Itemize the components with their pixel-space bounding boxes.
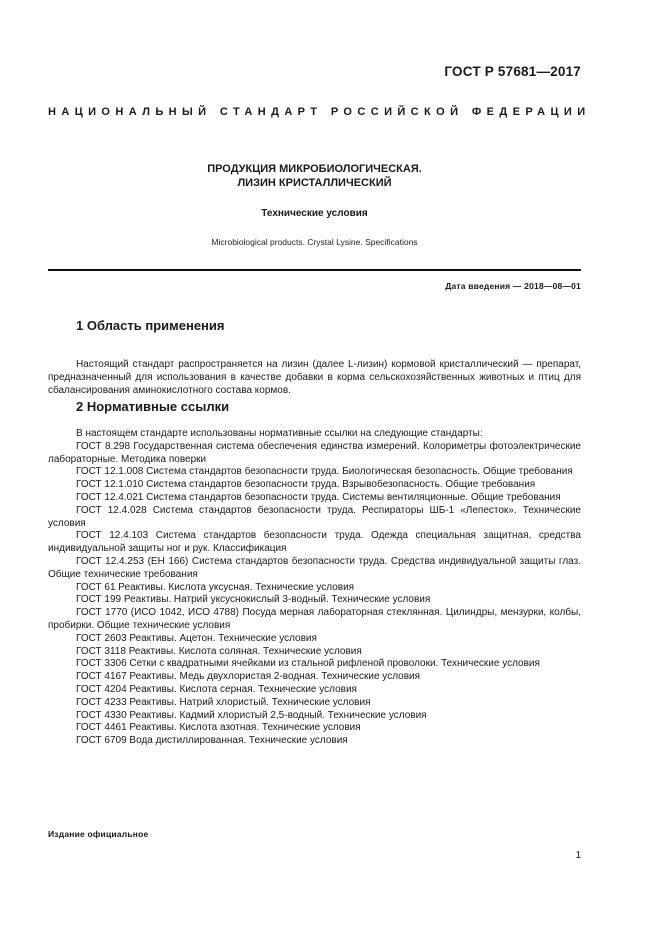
reference-item: ГОСТ 12.4.028 Система стандартов безопасности труда. Респираторы ШБ-1 «Лепесток». Технические условия: [48, 504, 581, 529]
title-line-1: ПРОДУКЦИЯ МИКРОБИОЛОГИЧЕСКАЯ.: [207, 163, 422, 175]
official-edition-label: Издание официальное: [48, 829, 149, 839]
reference-item: ГОСТ 61 Реактивы. Кислота уксусная. Технические условия: [76, 581, 355, 593]
reference-item: ГОСТ 4233 Реактивы. Натрий хлористый. Технические условия: [76, 696, 371, 708]
reference-item: ГОСТ 1770 (ИСО 1042, ИСО 4788) Посуда мерная лабораторная стеклянная. Цилиндры, мензурки, колбы, пробирки. Общие технические условия: [48, 607, 581, 631]
reference-item: ГОСТ 8.298 Государственная система обеспечения единства измерений. Колориметры фотоэлектрические лабораторные. Методика поверки: [48, 440, 581, 465]
page-number: 1: [575, 850, 581, 861]
section-1-heading: 1 Область применения: [76, 318, 225, 333]
reference-item: ГОСТ 6709 Вода дистиллированная. Технические условия: [76, 735, 348, 747]
reference-item: ГОСТ 12.1.010 Система стандартов безопасности труда. Взрывобезопасность. Общие требования: [76, 479, 536, 491]
document-subtitle: Технические условия: [261, 208, 368, 219]
reference-item: ГОСТ 4461 Реактивы. Кислота азотная. Технические условия: [76, 722, 361, 734]
reference-item: ГОСТ 4167 Реактивы. Медь двухлористая 2-водная. Технические условия: [76, 671, 421, 683]
title-line-2: ЛИЗИН КРИСТАЛЛИЧЕСКИЙ: [237, 177, 392, 189]
references-intro: В настоящем стандарте использованы нормативные ссылки на следующие стандарты:: [76, 428, 483, 439]
reference-item: ГОСТ 2603 Реактивы. Ацетон. Технические условия: [76, 632, 317, 644]
reference-item: ГОСТ 199 Реактивы. Натрий уксуснокислый 3-водный. Технические условия: [76, 594, 431, 606]
horizontal-rule: [48, 269, 581, 271]
reference-item: ГОСТ 12.4.253 (ЕН 166) Система стандартов безопасности труда. Средства индивидуальной защиты глаз. Общие технические требования: [48, 555, 581, 580]
reference-item: ГОСТ 12.4.021 Система стандартов безопасности труда. Системы вентиляционные. Общие требования: [76, 491, 561, 503]
english-title: Microbiological products. Crystal Lysine. Specifications: [211, 237, 418, 247]
reference-item: ГОСТ 12.1.008 Система стандартов безопасности труда. Биологическая безопасность. Общие требования: [76, 466, 573, 478]
reference-item: ГОСТ 12.4.103 Система стандартов безопасности труда. Одежда специальная защитная, средства индивидуальной защиты ног и рук. Классификация: [48, 530, 581, 555]
reference-item: ГОСТ 4204 Реактивы. Кислота серная. Технические условия: [76, 683, 357, 695]
reference-item: ГОСТ 3306 Сетки с квадратными ячейками из стальной рифленой проволоки. Технические условия: [76, 658, 540, 670]
references-list: [48, 428, 581, 748]
section-2-heading: 2 Нормативные ссылки: [76, 399, 230, 414]
reference-item: ГОСТ 4330 Реактивы. Кадмий хлористый 2,5-водный. Технические условия: [76, 709, 427, 721]
title-block: [48, 162, 581, 247]
reference-item: ГОСТ 3118 Реактивы. Кислота соляная. Технические условия: [76, 645, 362, 657]
document-code: ГОСТ Р 57681—2017: [444, 64, 581, 79]
national-standard-banner: НАЦИОНАЛЬНЫЙ СТАНДАРТ РОССИЙСКОЙ ФЕДЕРАЦИИ: [48, 106, 591, 118]
introduction-date: Дата введения — 2018—08—01: [445, 281, 581, 291]
section-1-text: Настоящий стандарт распространяется на лизин (далее L-лизин) кормовой кристаллический — препарат, предназначенный для использования в качестве добавки в корма сельскохозяйственных животных и птиц для сбалансирования аминокислотного состава кормов.: [48, 359, 581, 396]
